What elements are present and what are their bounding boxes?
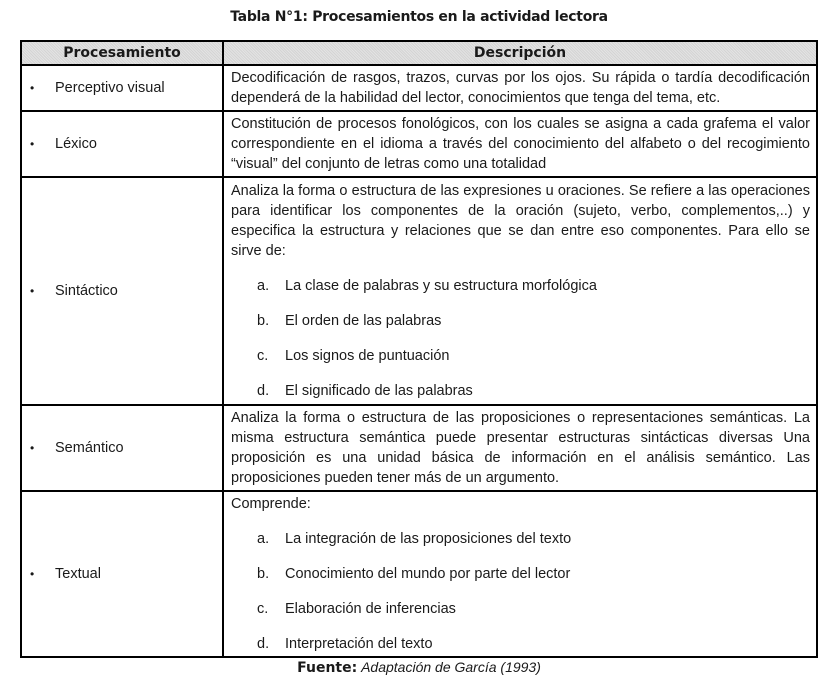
bullet-icon: • xyxy=(30,81,35,95)
item-label: c. xyxy=(257,601,269,617)
processing-table xyxy=(20,40,818,658)
description-text: Constitución de procesos fonológicos, con los cuales se asigna a cada grafema el valor correspondiente en el idioma a través del conocimiento del alfabeto o del recogimiento “visual” del conjunto de letras como una totalidad xyxy=(231,116,810,172)
description-text: Comprende: xyxy=(231,496,311,512)
process-cell xyxy=(21,177,223,405)
description-text: Decodificación de rasgos, trazos, curvas por los ojos. Su rápida o tardía decodificación dependerá de la habilidad del lector, conocimientos que tenga del tema, etc. xyxy=(231,70,810,106)
list-item xyxy=(231,529,810,549)
item-label: d. xyxy=(257,383,270,399)
source-label: Fuente: xyxy=(297,660,358,676)
item-text: Interpretación del texto xyxy=(285,636,433,652)
item-text: El significado de las palabras xyxy=(285,383,473,399)
process-name: Semántico xyxy=(55,440,124,456)
item-text: La clase de palabras y su estructura morfológica xyxy=(285,278,597,294)
table-source xyxy=(0,659,838,676)
table-row xyxy=(21,65,817,111)
bullet-icon: • xyxy=(30,567,35,581)
list-item xyxy=(231,346,810,366)
description-cell xyxy=(223,491,817,657)
description-cell xyxy=(223,65,817,111)
table-row xyxy=(21,111,817,177)
description-text: Analiza la forma o estructura de las proposiciones o representaciones semánticas. La misma estructura semántica puede presentar estructuras sintácticas diversas Una proposición es una unidad básica de información en el análisis semántico. Las proposiciones pueden tener más de un argumento. xyxy=(231,410,810,486)
process-name: Sintáctico xyxy=(55,283,118,299)
item-text: Conocimiento del mundo por parte del lector xyxy=(285,566,571,582)
item-text: Los signos de puntuación xyxy=(285,348,450,364)
bullet-icon: • xyxy=(30,284,35,298)
table-header-row xyxy=(21,41,817,65)
process-name: Léxico xyxy=(55,136,97,152)
bullet-icon: • xyxy=(30,137,35,151)
process-cell xyxy=(21,111,223,177)
item-label: a. xyxy=(257,278,270,294)
description-cell xyxy=(223,405,817,491)
sub-list xyxy=(231,276,810,401)
description-cell xyxy=(223,177,817,405)
process-name: Perceptivo visual xyxy=(55,80,165,96)
list-item xyxy=(231,276,810,296)
process-cell xyxy=(21,491,223,657)
item-label: c. xyxy=(257,348,269,364)
list-item xyxy=(231,564,810,584)
item-text: Elaboración de inferencias xyxy=(285,601,456,617)
description-cell xyxy=(223,111,817,177)
item-label: a. xyxy=(257,531,270,547)
item-label: d. xyxy=(257,636,270,652)
process-name: Textual xyxy=(55,566,101,582)
list-item xyxy=(231,381,810,401)
item-text: La integración de las proposiciones del texto xyxy=(285,531,572,547)
item-text: El orden de las palabras xyxy=(285,313,442,329)
process-cell xyxy=(21,405,223,491)
list-item xyxy=(231,599,810,619)
table-row xyxy=(21,491,817,657)
process-cell xyxy=(21,65,223,111)
item-label: b. xyxy=(257,566,270,582)
sub-list xyxy=(231,529,810,654)
header-procesamiento: Procesamiento xyxy=(21,41,223,65)
table-row xyxy=(21,405,817,491)
list-item xyxy=(231,311,810,331)
table-row xyxy=(21,177,817,405)
table-title: Tabla N°1: Procesamientos en la actividad lectora xyxy=(230,9,608,25)
source-text: Adaptación de García (1993) xyxy=(361,659,541,675)
item-label: b. xyxy=(257,313,270,329)
list-item xyxy=(231,634,810,654)
description-text: Analiza la forma o estructura de las expresiones u oraciones. Se refiere a las operaciones para identificar los componentes de la oración (sujeto, verbo, complementos,..) y especifica la estructura y relaciones que se dan entre eso componentes. Para ello se sirve de: xyxy=(231,183,810,259)
bullet-icon: • xyxy=(30,441,35,455)
header-descripcion: Descripción xyxy=(223,41,817,65)
